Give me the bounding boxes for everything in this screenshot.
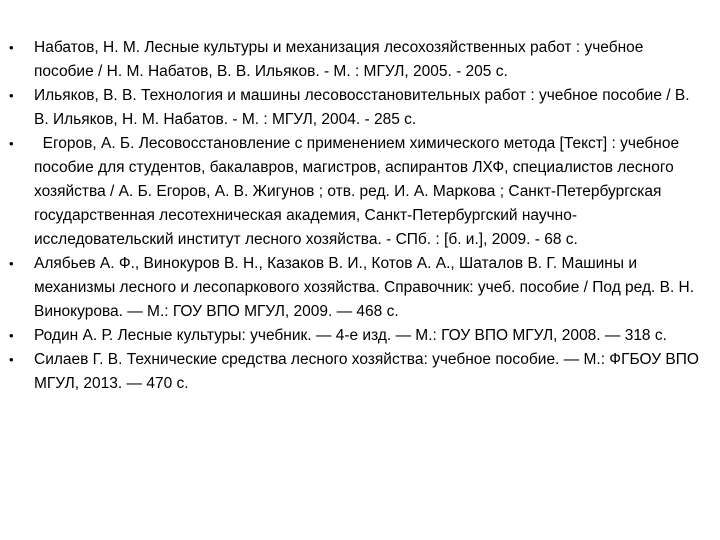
bullet-icon: • xyxy=(9,136,14,151)
reference-list xyxy=(9,36,702,396)
bullet-icon: • xyxy=(9,328,14,343)
reference-text: Алябьев А. Ф., Винокуров В. Н., Казаков В. И., Котов А. А., Шаталов В. Г. Машины и механизмы лесного и лесопаркового хозяйства. Справочник: учеб. пособие / Под ред. В. Н. Винокурова. — М.: ГОУ ВПО МГУЛ, 2009. — 468 с. xyxy=(34,255,695,320)
bullet-icon: • xyxy=(9,352,14,367)
bullet-icon: • xyxy=(9,40,14,55)
reference-text: Силаев Г. В. Технические средства лесного хозяйства: учебное пособие. — М.: ФГБОУ ВПО МГУЛ, 2013. — 470 с. xyxy=(34,351,699,392)
bullet-icon: • xyxy=(9,88,14,103)
reference-text: Ильяков, В. В. Технология и машины лесовосстановительных работ : учебное пособие / В. В. Ильяков, Н. М. Набатов. - М. : МГУЛ, 2004. - 285 с. xyxy=(34,87,690,128)
reference-text: Егоров, А. Б. Лесовосстановление с применением химического метода [Текст] : учебное пособие для студентов, бакалавров, магистров, аспирантов ЛХФ, специалистов лесного хозяйства / А. Б. Егоров, А. В. Жигунов ; отв. ред. И. А. Маркова ; Санкт-Петербургская государственная лесотехническая академия, Санкт-Петербургский научно-исследовательский институт лесного хозяйства. - СПб. : [б. и.], 2009. - 68 с. xyxy=(34,135,684,248)
list-item xyxy=(9,132,702,252)
list-item xyxy=(9,252,702,324)
list-item xyxy=(9,36,702,84)
reference-text: Набатов, Н. М. Лесные культуры и механизация лесохозяйственных работ : учебное пособие / Н. М. Набатов, В. В. Ильяков. - М. : МГУЛ, 2005. - 205 с. xyxy=(34,39,644,80)
reference-text: Родин А. Р. Лесные культуры: учебник. — 4-е изд. — М.: ГОУ ВПО МГУЛ, 2008. — 318 с. xyxy=(34,327,667,344)
list-item xyxy=(9,324,702,348)
list-item xyxy=(9,348,702,396)
list-item xyxy=(9,84,702,132)
bullet-icon: • xyxy=(9,256,14,271)
